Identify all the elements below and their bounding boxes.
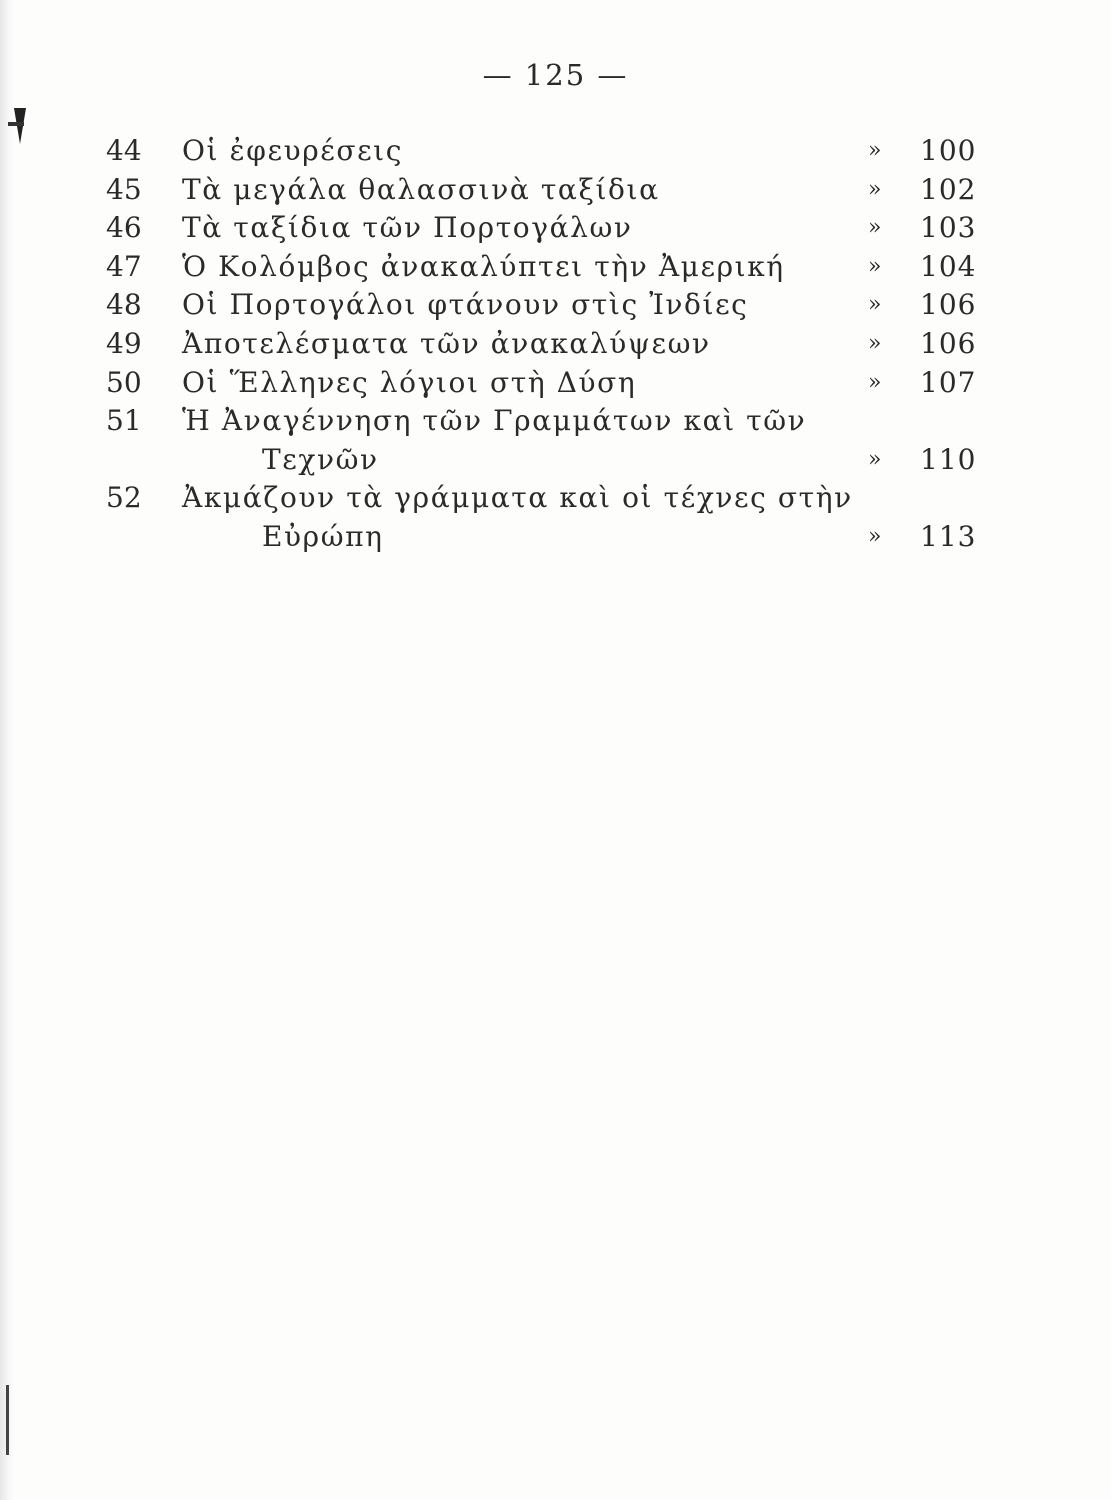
binding-mark-icon bbox=[6, 1385, 9, 1455]
ink-mark-icon bbox=[14, 108, 26, 144]
page-number: — 125 — bbox=[482, 58, 629, 92]
toc-line bbox=[100, 248, 980, 287]
toc-entry-44 bbox=[100, 132, 980, 171]
toc-line bbox=[100, 209, 980, 248]
entry-title: Οἱ Πορτογάλοι φτάνουν στὶς Ἰνδίες bbox=[182, 288, 749, 322]
entry-title: Ἀκμάζουν τὰ γράμματα καὶ οἱ τέχνες στὴν bbox=[182, 481, 853, 515]
table-of-contents bbox=[100, 132, 980, 557]
entry-page: 106 bbox=[920, 288, 977, 322]
entry-page: 103 bbox=[920, 211, 977, 245]
entry-title-continuation: Εὐρώπη bbox=[262, 519, 384, 553]
toc-line bbox=[100, 132, 980, 171]
entry-page: 113 bbox=[920, 519, 977, 553]
entry-number: 45 bbox=[106, 172, 142, 206]
entry-number: 47 bbox=[106, 249, 142, 283]
ditto-mark: » bbox=[868, 138, 882, 163]
toc-line bbox=[100, 325, 980, 364]
toc-entry-47 bbox=[100, 248, 980, 287]
entry-title: Ἡ Ἀναγέννηση τῶν Γραμμάτων καὶ τῶν bbox=[182, 404, 807, 438]
entry-number: 51 bbox=[106, 404, 142, 438]
ink-mark-icon bbox=[8, 122, 24, 126]
scan-edge-shadow bbox=[0, 0, 14, 1500]
entry-page: 110 bbox=[920, 442, 977, 476]
toc-entry-48 bbox=[100, 286, 980, 325]
entry-title: Οἱ Ἕλληνες λόγιοι στὴ Δύση bbox=[182, 365, 637, 399]
entry-page: 104 bbox=[920, 249, 977, 283]
toc-entry-52 bbox=[100, 479, 980, 556]
entry-title: Τὰ ταξίδια τῶν Πορτογάλων bbox=[182, 211, 633, 245]
entry-number: 49 bbox=[106, 326, 142, 360]
entry-title: Τὰ μεγάλα θαλασσινὰ ταξίδια bbox=[182, 172, 660, 206]
entry-title: Ὁ Κολόμβος ἀνακαλύπτει τὴν Ἀμερική bbox=[182, 249, 785, 283]
toc-line bbox=[100, 171, 980, 210]
entry-title: Οἱ ἐφευρέσεις bbox=[182, 134, 404, 167]
toc-line-continuation bbox=[100, 518, 980, 557]
ditto-mark: » bbox=[868, 523, 882, 549]
entry-page: 106 bbox=[920, 326, 977, 360]
entry-number: 48 bbox=[106, 288, 142, 322]
toc-line bbox=[100, 479, 980, 518]
ditto-mark: » bbox=[868, 369, 882, 395]
entry-number: 50 bbox=[106, 365, 142, 399]
entry-page: 107 bbox=[920, 365, 977, 399]
toc-entry-49 bbox=[100, 325, 980, 364]
entry-page: 100 bbox=[920, 134, 977, 167]
toc-entry-46 bbox=[100, 209, 980, 248]
toc-entry-50 bbox=[100, 364, 980, 403]
ditto-mark: » bbox=[868, 253, 882, 279]
ditto-mark: » bbox=[868, 292, 882, 318]
ditto-mark: » bbox=[868, 330, 882, 356]
toc-line bbox=[100, 286, 980, 325]
entry-number: 52 bbox=[106, 481, 142, 515]
entry-number: 46 bbox=[106, 211, 142, 245]
entry-number: 44 bbox=[106, 134, 142, 167]
toc-line bbox=[100, 364, 980, 403]
toc-entry-45 bbox=[100, 171, 980, 210]
ditto-mark: » bbox=[868, 446, 882, 472]
toc-entry-51 bbox=[100, 402, 980, 479]
entry-title: Ἀποτελέσματα τῶν ἀνακαλύψεων bbox=[182, 326, 711, 360]
toc-line-continuation bbox=[100, 441, 980, 480]
entry-page: 102 bbox=[920, 172, 977, 206]
toc-line bbox=[100, 402, 980, 441]
ditto-mark: » bbox=[868, 215, 882, 241]
ditto-mark: » bbox=[868, 176, 882, 202]
entry-title-continuation: Τεχνῶν bbox=[262, 442, 379, 476]
